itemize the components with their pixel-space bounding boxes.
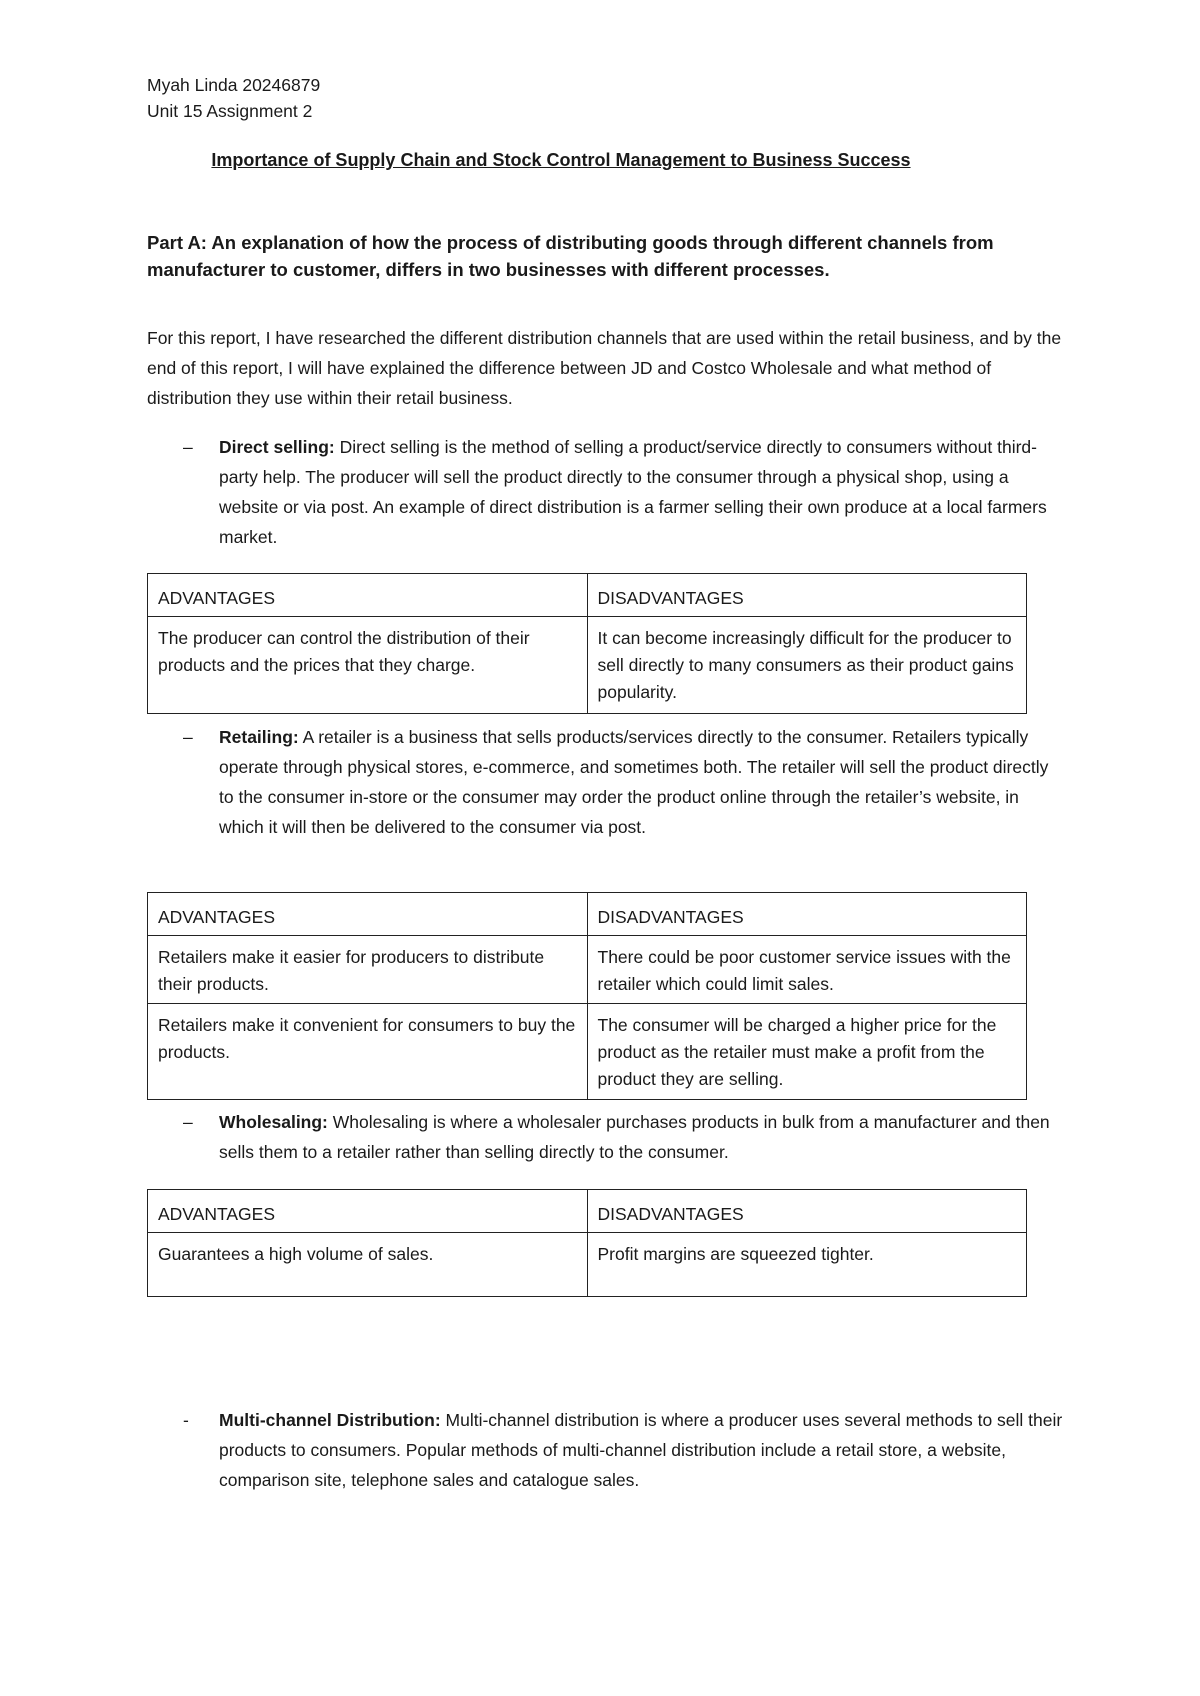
bullet-text: [219, 1405, 1067, 1495]
bullet-retailing: [147, 722, 1067, 842]
table-header-row: [148, 574, 1027, 617]
table-header-row: [148, 1190, 1027, 1233]
bullet-description: Multi-channel distribution is where a producer uses several methods to sell their products to consumers. Popular methods of multi-channel distribution include a retail store, a website, comparison site, telephone sales and catalogue sales.: [219, 1410, 1063, 1490]
unit-line: Unit 15 Assignment 2: [147, 101, 313, 121]
bullet-description: Wholesaling is where a wholesaler purchases products in bulk from a manufacturer and then sells them to a retailer rather than selling directly to the consumer.: [219, 1112, 1050, 1162]
advantages-header: ADVANTAGES: [148, 574, 588, 617]
table-cell: Retailers make it convenient for consumers to buy the products.: [148, 1004, 588, 1100]
bullet-description: Direct selling is the method of selling a product/service directly to consumers without third-party help. The producer will sell the product directly to the consumer through a physical shop, using a website or via post. An example of direct distribution is a farmer selling their own produce at a local farmers market.: [219, 437, 1047, 547]
table-cell: The consumer will be charged a higher price for the product as the retailer must make a profit from the product they are selling.: [587, 1004, 1027, 1100]
table-row: [148, 617, 1027, 714]
part-a-heading: Part A: An explanation of how the process of distributing goods through different channels from manufacturer to customer, differs in two businesses with different processes.: [147, 232, 994, 280]
dash-marker: –: [183, 727, 193, 747]
bullet-multi-channel: [147, 1405, 1067, 1495]
table-row: [148, 1233, 1027, 1297]
table-row: [148, 1004, 1027, 1100]
wholesaling-table: [147, 1189, 1027, 1297]
disadvantages-header: DISADVANTAGES: [587, 574, 1027, 617]
dash-marker: –: [183, 1112, 193, 1132]
disadvantages-header: DISADVANTAGES: [587, 1190, 1027, 1233]
disadvantages-header: DISADVANTAGES: [587, 893, 1027, 936]
retailing-table: [147, 892, 1027, 1100]
table-cell: It can become increasingly difficult for the producer to sell directly to many consumers as their product gains popularity.: [587, 617, 1027, 714]
bullet-term: Multi-channel Distribution:: [219, 1410, 441, 1430]
bullet-description: A retailer is a business that sells products/services directly to the consumer. Retailers typically operate through physical stores, e-commerce, and sometimes both. The retailer will sell the product directly to the consumer in-store or the consumer may order the product online through the retailer’s website, in which it will then be delivered to the consumer via post.: [219, 727, 1049, 837]
intro-paragraph: For this report, I have researched the different distribution channels that are used within the retail business, and by the end of this report, I will have explained the difference between JD and Costco Wholesale and what method of distribution they use within their retail business.: [147, 328, 1062, 408]
dash-marker: –: [183, 437, 193, 457]
table-cell: The producer can control the distribution of their products and the prices that they charge.: [148, 617, 588, 714]
bullet-text: [219, 722, 1067, 842]
bullet-wholesaling: [147, 1107, 1067, 1167]
table-row: [148, 936, 1027, 1004]
table-cell: Guarantees a high volume of sales.: [148, 1233, 588, 1297]
direct-selling-table: [147, 573, 1027, 714]
dash-marker: -: [183, 1410, 189, 1430]
bullet-term: Retailing:: [219, 727, 299, 747]
table-header-row: [148, 893, 1027, 936]
table-cell: Retailers make it easier for producers to distribute their products.: [148, 936, 588, 1004]
bullet-text: [219, 432, 1067, 552]
author-line: Myah Linda 20246879: [147, 75, 321, 95]
advantages-header: ADVANTAGES: [148, 1190, 588, 1233]
bullet-direct-selling: [147, 432, 1067, 552]
table-cell: Profit margins are squeezed tighter.: [587, 1233, 1027, 1297]
bullet-term: Direct selling:: [219, 437, 335, 457]
bullet-text: [219, 1107, 1067, 1167]
advantages-header: ADVANTAGES: [148, 893, 588, 936]
document-title: Importance of Supply Chain and Stock Control Management to Business Success: [211, 150, 911, 170]
bullet-term: Wholesaling:: [219, 1112, 328, 1132]
table-cell: There could be poor customer service issues with the retailer which could limit sales.: [587, 936, 1027, 1004]
